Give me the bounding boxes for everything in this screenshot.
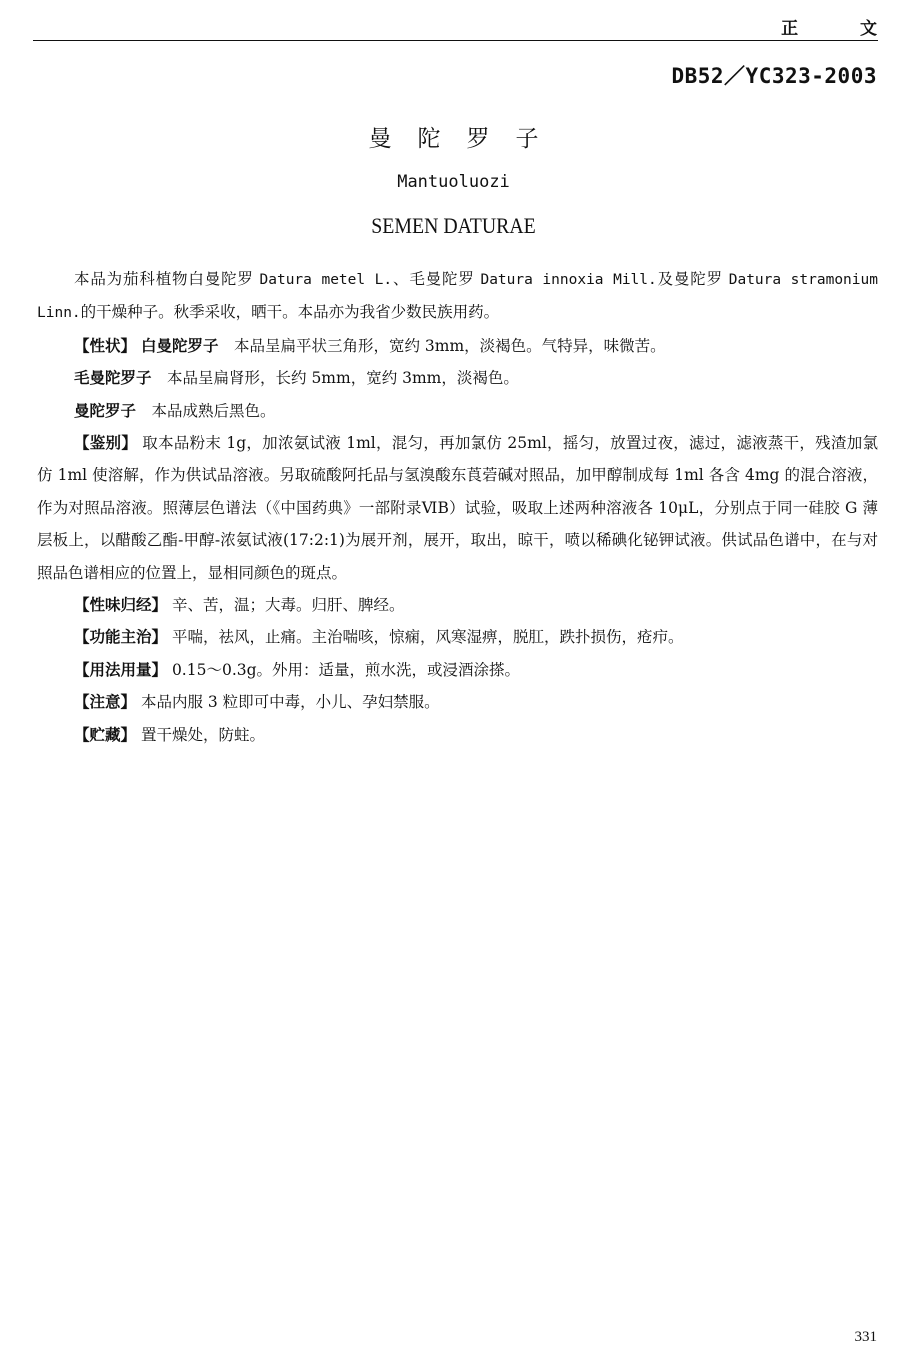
description-text: 本品呈扁平状三角形，宽约 3mm，淡褐色。气特异，味微苦。 [218,336,666,355]
usage-paragraph [37,654,878,686]
description-paragraph [37,362,878,394]
description-text: 本品成熟后黑色。 [136,401,276,420]
identification-text: 取本品粉末 1g，加浓氨试液 1ml，混匀，再加氯仿 25ml，摇匀，放置过夜，滤过，滤液蒸干，残渣加氯仿 1ml 使溶解，作为供试品溶液。另取硫酸阿托品与氢溴酸东莨菪碱对照品，加甲醇制成每 1ml 各含 4mg 的混合溶液，作为对照品溶液。照薄层色谱法（《中国药典》一部附录ⅥB）试验，吸取上述两种溶液各 10μL，分别点于同一硅胶 G 薄层板上，以醋酸乙酯-甲醇-浓氨试液(17:2:1)为展开剂，展开，取出，晾干，喷以稀碘化铋钾试液。供试品色谱中，在与对照品色谱相应的位置上，显相同颜色的斑点。 [37,434,878,582]
section-label: 正 文 [781,19,905,39]
function-text: 平喘，祛风，止痛。主治喘咳，惊痫，风寒湿痹，脱肛，跌扑损伤，疮疖。 [167,628,684,647]
intro-text: 的干燥种子。秋季采收，晒干。本品亦为我省少数民族用药。 [80,303,500,322]
storage-text: 置干燥处，防蛀。 [136,725,265,744]
caution-heading: 【注意】 [74,692,137,712]
title-chinese: 曼陀罗子 [368,126,565,152]
document-body [37,263,878,751]
storage-heading: 【贮藏】 [74,724,137,744]
nature-heading: 【性味归经】 [74,595,168,615]
usage-heading: 【用法用量】 [74,659,168,679]
caution-paragraph [37,686,878,718]
description-subheading: 白曼陀罗子 [140,335,219,355]
identification-heading: 【鉴别】 [74,433,138,453]
intro-text: 及曼陀罗 [656,270,729,288]
intro-text: 、毛曼陀罗 [392,270,481,288]
identification-paragraph [37,427,878,589]
latin-name: Datura metel L. [259,272,393,288]
function-paragraph [37,621,878,653]
function-heading: 【功能主治】 [74,627,168,647]
nature-paragraph [37,589,878,621]
nature-text: 辛、苦，温；大毒。归肝、脾经。 [167,596,405,615]
storage-paragraph [37,719,878,751]
page-number: 331 [854,1329,877,1345]
title-pinyin: Mantuoluozi [397,172,510,192]
latin-name: Datura stramonium Linn. [37,272,878,322]
description-heading: 【性状】 [74,335,137,355]
description-subheading: 毛曼陀罗子 [74,368,152,388]
description-subheading: 曼陀罗子 [74,400,137,420]
description-paragraph [37,330,878,362]
description-text: 本品呈扁肾形，长约 5mm，宽约 3mm，淡褐色。 [151,369,519,388]
description-paragraph [37,395,878,427]
intro-text: 本品为茄科植物白曼陀罗 [74,270,260,288]
intro-paragraph [37,263,878,330]
caution-text: 本品内服 3 粒即可中毒，小儿、孕妇禁服。 [136,693,440,712]
standard-number: DB52／YC323-2003 [671,64,877,88]
latin-name: Datura innoxia Mill. [480,272,657,288]
title-latin: SEMEN DATURAE [371,213,536,238]
usage-text: 0.15～0.3g。外用：适量，煎水洗，或浸酒涂搽。 [167,660,521,679]
header-rule [33,40,878,41]
